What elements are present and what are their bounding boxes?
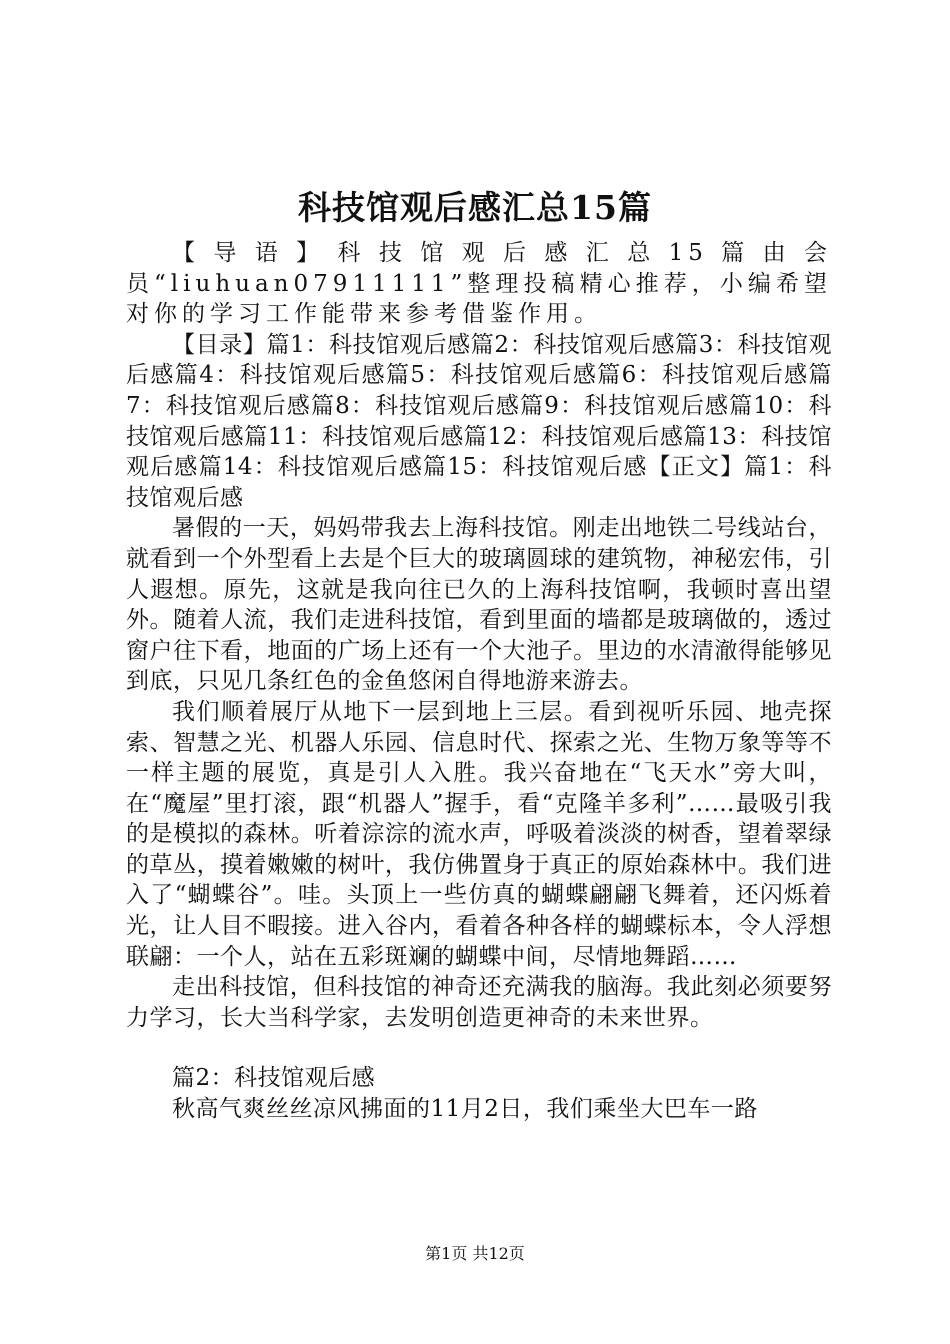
document-body: [126, 238, 832, 1125]
body-paragraph-4: 秋高气爽丝丝凉风拂面的11月2日，我们乘坐大巴车一路: [172, 1096, 758, 1123]
body-paragraph-3: 走出科技馆，但科技馆的神奇还充满我的脑海。我此刻必须要努力学习，长大当科学家，去发明创造更神奇的未来世界。: [126, 974, 832, 1031]
body-paragraph-2: 我们顺着展厅从地下一层到地上三层。看到视听乐园、地壳探索、智慧之光、机器人乐园、信息时代、探索之光、生物万象等等不一样主题的展览，真是引人入胜。我兴奋地在“飞天水”旁大叫，在“魔屋”里打滚，跟“机器人”握手，看“克隆羊多利”……最吸引我的是模拟的森林。听着淙淙的流水声，呼吸着淡淡的树香，望着翠绿的草丛，摸着嫩嫩的树叶，我仿佛置身于真正的原始森林中。我们进入了“蝴蝶谷”。哇。头顶上一些仿真的蝴蝶翩翩飞舞着，还闪烁着光，让人目不暇接。进入谷内，看着各种各样的蝴蝶标本，令人浮想联翩：一个人，站在五彩斑斓的蝴蝶中间，尽情地舞蹈……: [126, 698, 832, 970]
section-heading-2: 篇2：科技馆观后感: [172, 1065, 376, 1092]
page-footer: 第1页 共12页: [425, 1244, 525, 1263]
table-of-contents-paragraph: 【目录】篇1：科技馆观后感篇2：科技馆观后感篇3：科技馆观后感篇4：科技馆观后感篇5：科技馆观后感篇6：科技馆观后感篇7：科技馆观后感篇8：科技馆观后感篇9：科技馆观后感篇10：科技馆观后感篇11：科技馆观后感篇12：科技馆观后感篇13：科技馆观后感篇14：科技馆观后感篇15：科技馆观后感【正文】篇1：科技馆观后感: [126, 331, 832, 511]
body-paragraph-1: 暑假的一天，妈妈带我去上海科技馆。刚走出地铁二号线站台，就看到一个外型看上去是个巨大的玻璃圆球的建筑物，神秘宏伟，引人遐想。原先，这就是我向往已久的上海科技馆啊，我顿时喜出望外。随着人流，我们走进科技馆，看到里面的墙都是玻璃做的，透过窗户往下看，地面的广场上还有一个大池子。里边的水清澈得能够见到底，只见几条红色的金鱼悠闲自得地游来游去。: [126, 515, 832, 695]
document-title: 科技馆观后感汇总15篇: [298, 188, 652, 227]
intro-paragraph: 【导语】科技馆观后感汇总15篇由会员“liuhuan07911111”整理投稿精心推荐，小编希望对你的学习工作能带来参考借鉴作用。: [126, 240, 832, 328]
